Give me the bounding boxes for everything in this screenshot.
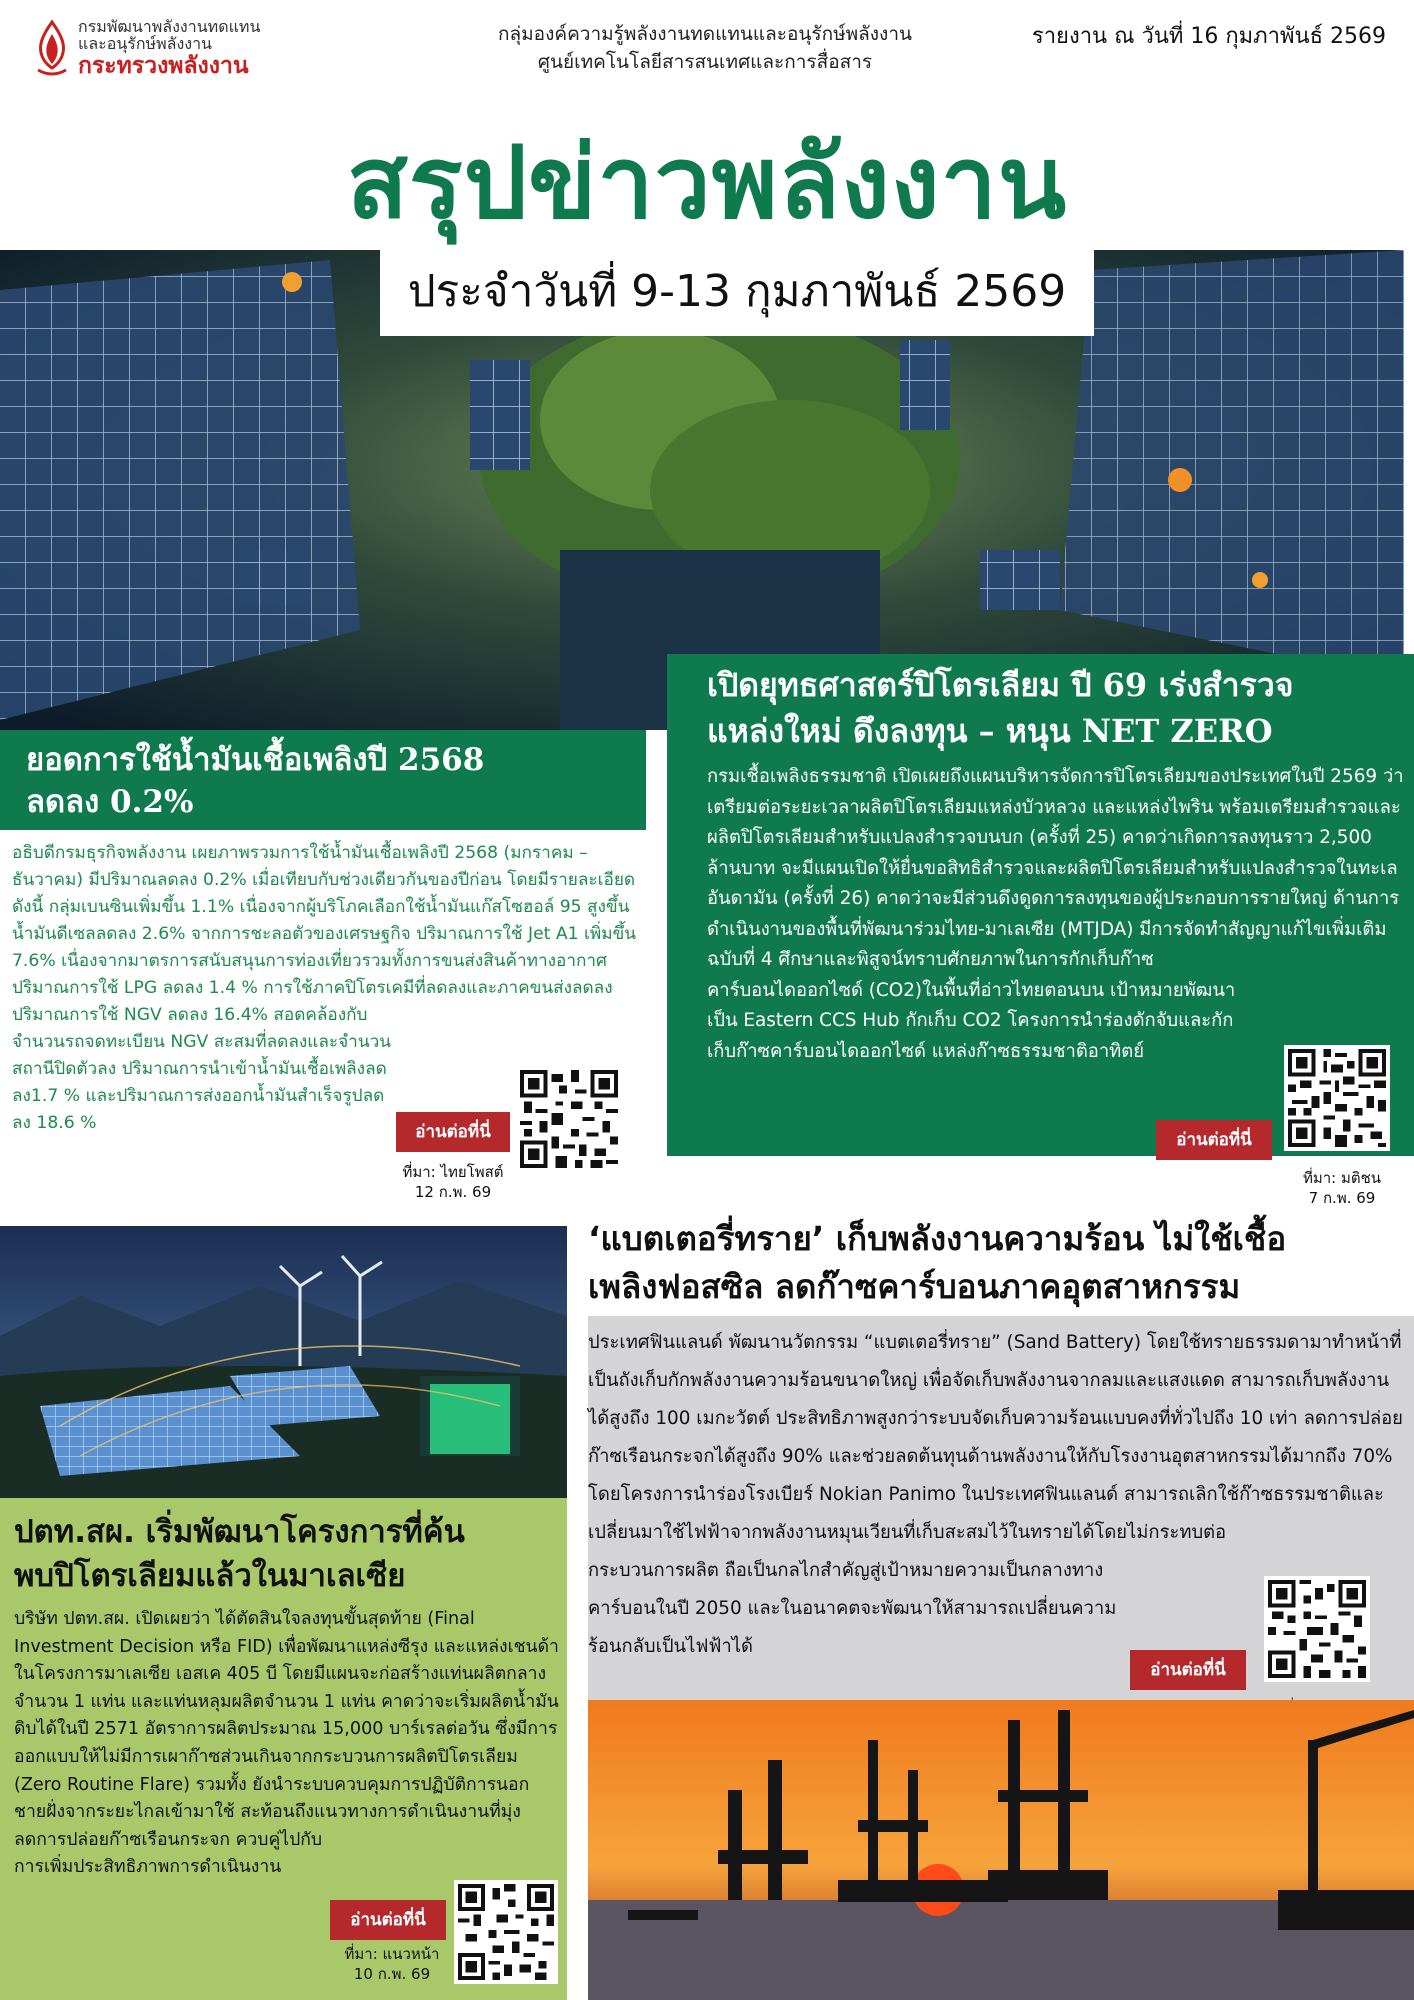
- read-more-button[interactable]: อ่านต่อที่นี่: [330, 1900, 446, 1940]
- org-line-2: ศูนย์เทคโนโลยีสารสนเทศและการสื่อสาร: [537, 51, 873, 73]
- qr-code-icon: [1288, 1049, 1386, 1147]
- qr-code[interactable]: [454, 1880, 558, 1984]
- qr-code-icon: [1268, 1580, 1366, 1678]
- article-body: กรมเชื้อเพลิงธรรมชาติ เปิดเผยถึงแผนบริหารจัดการปิโตรเลียมของประเทศในปี 2569 ว่า เตรียมต่อระยะเวลาผลิตปิโตรเลียมแหล่งบัวหลวง และแหล่งไพริน พร้อมเตรียมสำรวจและผลิตปิโตรเลียมสำหรับแปลงสำรวจบนบก (ครั้งที่ 25) คาดว่าเกิดการลงทุนราว 2,500 ล้านบาท จะมีแผนเปิดให้ยื่นขอสิทธิสำรวจและผลิตปิโตรเลียมสำหรับแปลงสำรวจในทะเลอันดามัน (ครั้งที่ 26) คาดว่าจะมีส่วนดึงดูดการลงทุนของผู้ประกอบการรายใหญ่ ด้านการดำเนินงานของพื้นที่พัฒนาร่วมไทย-มาเลเซีย (MTJDA) มีการจัดทำสัญญาแก้ไขเพิ่มเติมฉบับที่ 4 ศึกษาและพิสูจน์ทราบศักยภาพในการกักเก็บก๊าซ คาร์บอนไดออกไซด์ (CO2)ในพื้นที่อ่าวไทยตอนบน เป้าหมายพัฒนาเป็น Eastern CCS Hub กักเก็บ CO2 โครงการนำร่องดักจับและกักเก็บก๊าซคาร์บอนไดออกไซด์ แหล่งก๊าซธรรมชาติอาทิตย์: [707, 766, 1404, 1062]
- article-body: บริษัท ปตท.สผ. เปิดเผยว่า ได้ตัดสินใจลงทุนขั้นสุดท้าย (Final Investment Decision หรือ FID) เพื่อพัฒนาแหล่งซีรุง และแหล่งเชนด้า ในโครงการมาเลเซีย เอสเค 405 บี โดยมีแผนจะก่อสร้างแท่นผลิตกลาง จำนวน 1 แท่น และแท่นหลุมผลิตจำนวน 1 แท่น คาดว่าจะเริ่มผลิตน้ำมันดิบได้ในปี 2571 อัตราการผลิตประมาณ 15,000 บาร์เรลต่อวัน ซึ่งมีการออกแบบให้ไม่มีการเผาก๊าซส่วนเกินจากกระบวนการผลิตปิโตรเลียม (Zero Routine Flare) รวมทั้ง ยังนำระบบควบคุมการปฏิบัติการนอกชายฝั่งจากระยะไกลเข้ามาใช้ สะท้อนถึงแนวทางการดำเนินงานที่มุ่ง ลดการปล่อยก๊าซเรือนกระจก ควบคู่ไปกับการเพิ่มประสิทธิภาพการดำเนินงาน: [14, 1609, 559, 1878]
- report-date: รายงาน ณ วันที่ 16 กุมภาพันธ์ 2569: [1031, 24, 1386, 49]
- article-fuel-headline: ยอดการใช้น้ำมันเชื้อเพลิงปี 2568 ลดลง 0.2%: [0, 730, 646, 830]
- read-more-button[interactable]: อ่านต่อที่นี่: [1156, 1120, 1272, 1160]
- article-headline: ปตท.สผ. เริ่มพัฒนาโครงการที่ค้น พบปิโตรเลียมแล้วในมาเลเซีย: [14, 1514, 465, 1594]
- date-range-banner: ประจำวันที่ 9-13 กุมภาพันธ์ 2569: [380, 248, 1094, 336]
- qr-code[interactable]: [1264, 1576, 1370, 1682]
- department-logo: [32, 18, 332, 82]
- page-title: สรุปข่าวพลังงาน: [346, 124, 1068, 241]
- logo-ministry-name: กระทรวงพลังงาน: [78, 53, 249, 79]
- oil-rig-sunset-image: [588, 1700, 1414, 2000]
- flame-logo-icon: [32, 18, 72, 78]
- article-source: ที่มา: มติชน 7 ก.พ. 69: [1302, 1169, 1382, 1207]
- article-source: ที่มา: ไทยโพสต์ 12 ก.พ. 69: [402, 1163, 504, 1201]
- article-source: ที่มา: แนวหน้า 10 ก.พ. 69: [344, 1945, 440, 1983]
- read-more-button[interactable]: อ่านต่อที่นี่: [1130, 1650, 1246, 1690]
- article-fuel-body: อธิบดีกรมธุรกิจพลังงาน เผยภาพรวมการใช้น้ำมันเชื้อเพลิงปี 2568 (มกราคม – ธันวาคม) มีปริมาณลดลง 0.2% เมื่อเทียบกับช่วงเดียวกันของปีก่อน โดยมีรายละเอียดดังนี้ กลุ่มเบนซินเพิ่มขึ้น 1.1% เนื่องจากผู้บริโภคเลือกใช้น้ำมันแก๊สโซฮอล์ 95 สูงขึ้น น้ำมันดีเซลลดลง 2.6% จากการชะลอตัวของเศรษฐกิจ ปริมาณการใช้ Jet A1 เพิ่มขึ้น 7.6% เนื่องจากมาตรการสนับสนุนการท่องเที่ยวรวมทั้งการขนส่งสินค้าทางอากาศ ปริมาณการใช้ LPG ลดลง 1.4 % การใช้ภาคปิโตรเคมีที่ลดลงและภาคขนส่งลดลง ปริมาณการใช้ NGV ลดลง 16.4% สอดคล้องกับ จำนวนรถจดทะเบียน NGV สะสมที่ลดลงและจำนวนสถานีปิดตัวลง ปริมาณการนำเข้าน้ำมันเชื้อเพลิงลดลง1.7 % และปริมาณการส่งออกน้ำมันสำเร็จรูปลดลง 18.6 %: [12, 843, 637, 1133]
- article-sand-battery-headline: ‘แบตเตอรี่ทราย’ เก็บพลังงานความร้อน ไม่ใช้เชื้อ เพลิงฟอสซิล ลดก๊าซคาร์บอนภาคอุตสาหกรรม: [588, 1219, 1287, 1306]
- qr-code[interactable]: [516, 1066, 622, 1172]
- article-body: ประเทศฟินแลนด์ พัฒนานวัตกรรม “แบตเตอรี่ทราย” (Sand Battery) โดยใช้ทรายธรรมดามาทำหน้าที่เป็นถังเก็บกักพลังงานความร้อนขนาดใหญ่ เพื่อจัดเก็บพลังงานจากลมและแสงแดด สามารถเก็บพลังงานได้สูงถึง 100 เมกะวัตต์ ประสิทธิภาพสูงกว่าระบบจัดเก็บความร้อนแบบคงที่ทั่วไปถึง 10 เท่า ลดการปล่อยก๊าซเรือนกระจกได้สูงถึง 90% และช่วยลดต้นทุนด้านพลังงานให้กับโรงงานอุตสาหกรรมได้มากถึง 70% โดยโครงการนำร่องโรงเบียร์ Nokian Panimo ในประเทศฟินแลนด์ สามารถเลิกใช้ก๊าซธรรมชาติและเปลี่ยนมาใช้ไฟฟ้าจากพลังงานหมุนเวียนที่เก็บสะสมไว้ในทรายได้โดยไม่กระทบต่อ กระบวนการผลิต ถือเป็นกลไกสำคัญสู่เป้าหมายความเป็นกลางทางคาร์บอนในปี 2050 และในอนาคตจะพัฒนาให้สามารถเปลี่ยนความร้อนกลับเป็นไฟฟ้าได้: [588, 1332, 1403, 1657]
- qr-code[interactable]: [1284, 1045, 1390, 1151]
- logo-line-2: และอนุรักษ์พลังงาน: [78, 34, 212, 53]
- qr-code-icon: [458, 1884, 554, 1980]
- qr-code-icon: [520, 1070, 618, 1168]
- org-line-1: กลุ่มองค์ความรู้พลังงานทดแทนและอนุรักษ์พลังงาน: [498, 23, 912, 45]
- article-headline: เปิดยุทธศาสตร์ปิโตรเลียม ปี 69 เร่งสำรวจ แหล่งใหม่ ดึงลงทุน – หนุน NET ZERO: [707, 666, 1294, 750]
- renewable-landscape-image: [0, 1226, 567, 1498]
- logo-line-1: กรมพัฒนาพลังงานทดแทน: [78, 17, 261, 36]
- organization-name: [470, 20, 940, 76]
- read-more-button[interactable]: อ่านต่อที่นี่: [396, 1112, 510, 1152]
